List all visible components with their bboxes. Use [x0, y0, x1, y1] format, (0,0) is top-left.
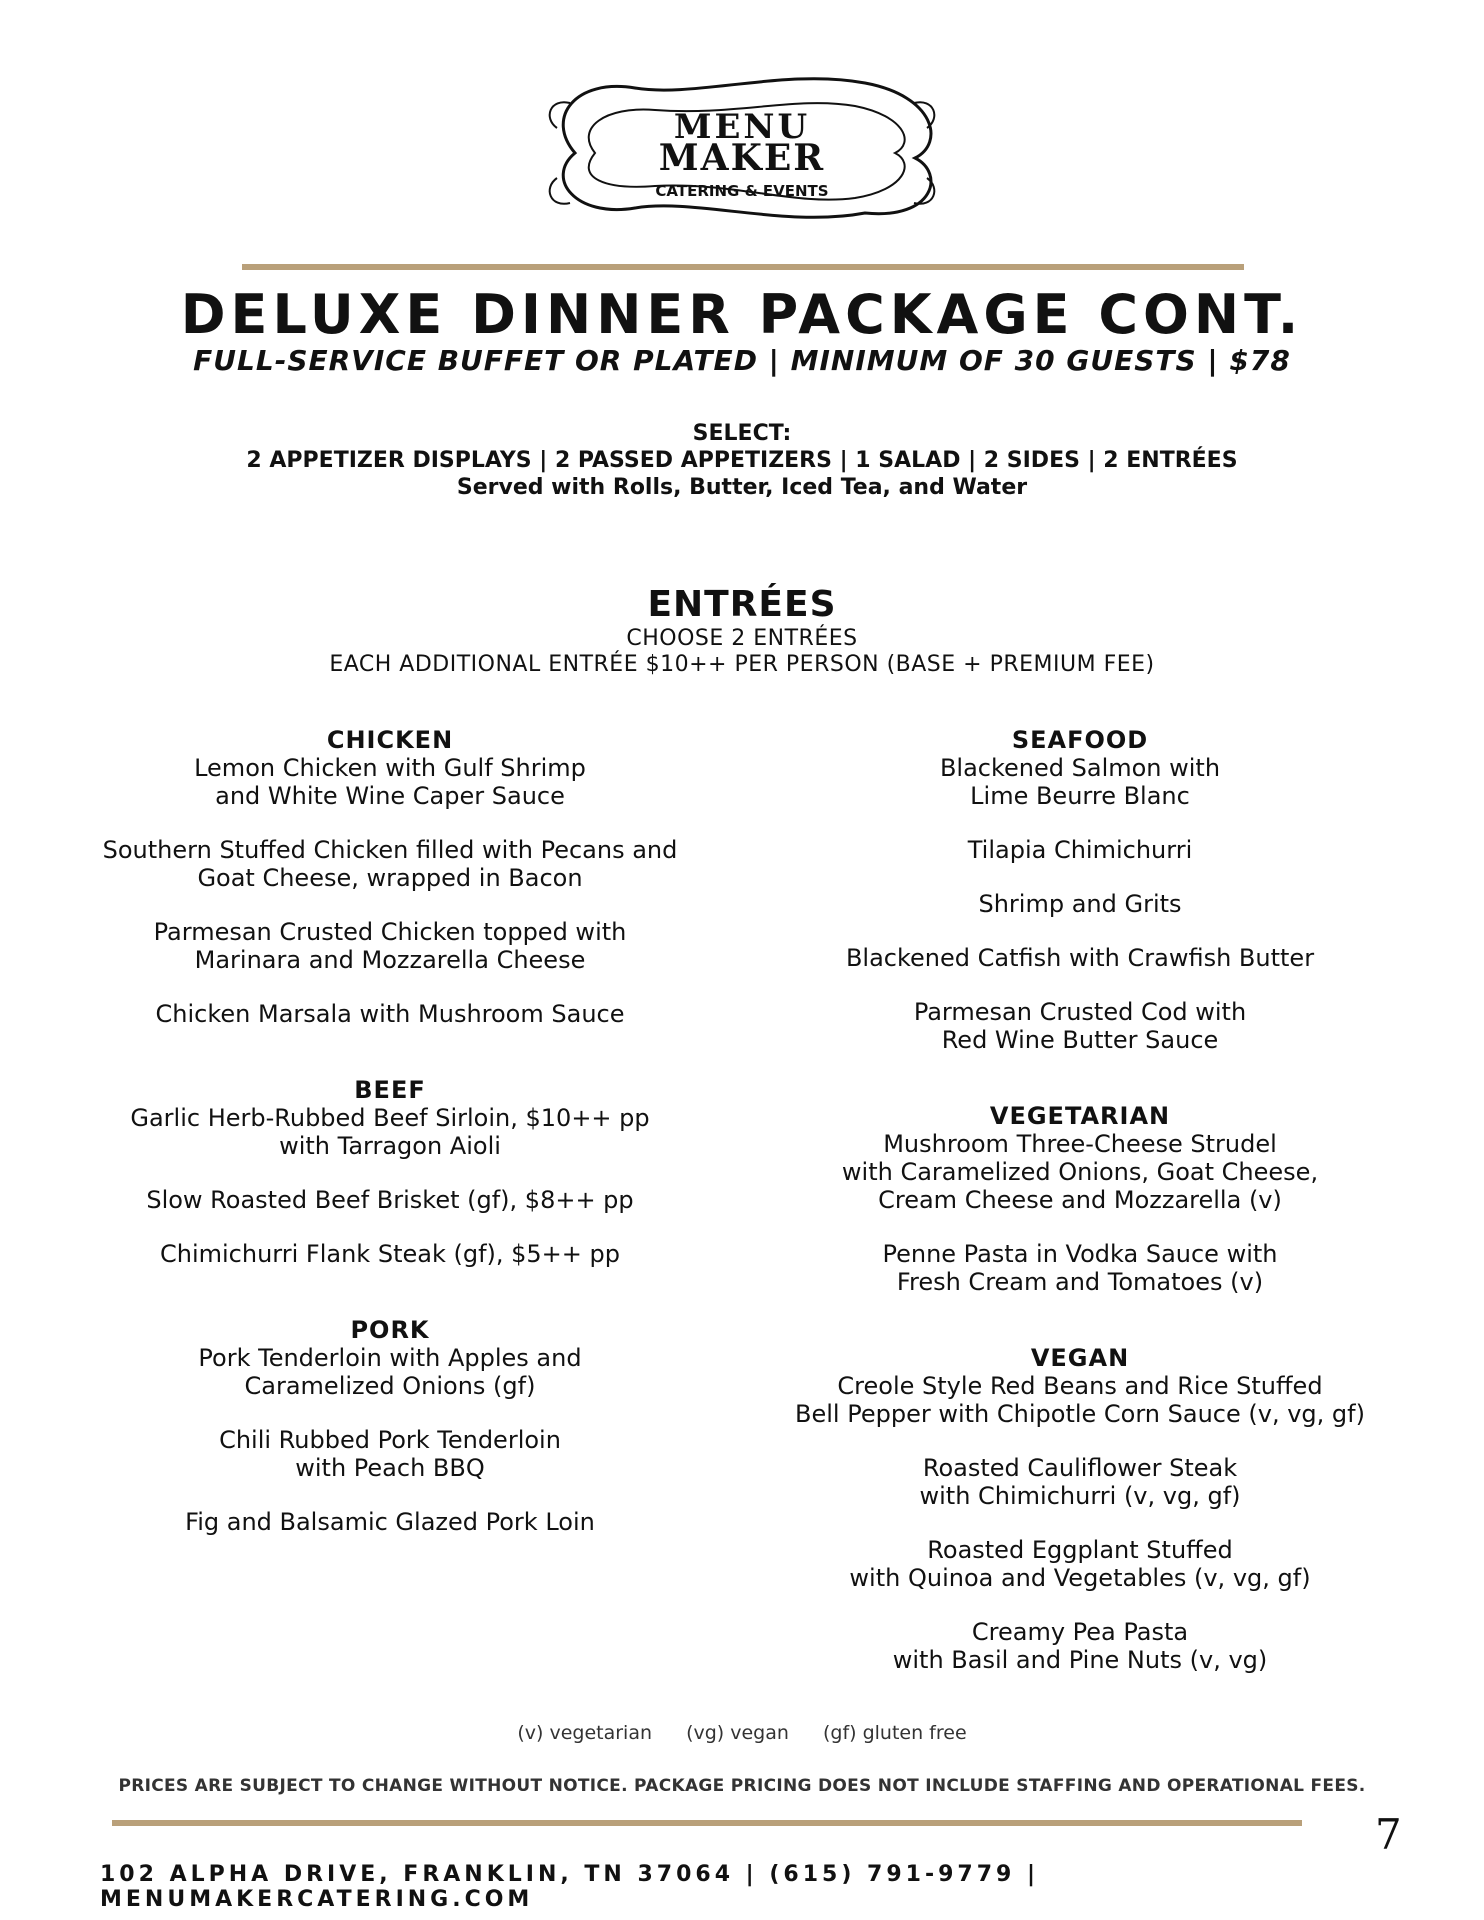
menu-item-line: with Caramelized Onions, Goat Cheese,: [841, 1158, 1319, 1186]
choose-entrees: CHOOSE 2 ENTRÉES: [626, 626, 858, 651]
menu-item-line: with Basil and Pine Nuts (v, vg): [892, 1646, 1268, 1674]
menu-item: [760, 890, 1400, 918]
page-title: DELUXE DINNER PACKAGE CONT.: [180, 283, 1304, 346]
menu-item-line: with Quinoa and Vegetables (v, vg, gf): [849, 1564, 1311, 1592]
select-choices: 2 APPETIZER DISPLAYS | 2 PASSED APPETIZERS | 1 SALAD | 2 SIDES | 2 ENTRÉES: [246, 448, 1238, 473]
right-menu-column: [760, 726, 1400, 1700]
menu-item-line: Tilapia Chimichurri: [967, 836, 1193, 864]
menu-item-line: Creole Style Red Beans and Rice Stuffed: [837, 1372, 1323, 1400]
menu-item: [60, 1508, 720, 1536]
legend-vegetarian: (v) vegetarian: [517, 1722, 653, 1744]
menu-item-line: Caramelized Onions (gf): [244, 1372, 536, 1400]
entrees-note: [0, 626, 1484, 678]
menu-item-line: Penne Pasta in Vodka Sauce with: [882, 1240, 1278, 1268]
menu-item-line: Cream Cheese and Mozzarella (v): [878, 1186, 1282, 1214]
menu-item-line: Parmesan Crusted Chicken topped with: [153, 918, 627, 946]
menu-item-line: Red Wine Butter Sauce: [941, 1026, 1219, 1054]
dietary-legend: [0, 1722, 1484, 1744]
menu-item-line: Pork Tenderloin with Apples and: [198, 1344, 582, 1372]
menu-item: [760, 1372, 1400, 1428]
menu-item-line: Goat Cheese, wrapped in Bacon: [197, 864, 583, 892]
menu-item: [60, 1186, 720, 1214]
select-label: SELECT:: [692, 421, 792, 446]
entrees-heading: ENTRÉES: [647, 584, 837, 625]
category-heading: VEGAN: [1030, 1344, 1130, 1372]
menu-item-line: Lemon Chicken with Gulf Shrimp: [194, 754, 586, 782]
category-heading: VEGETARIAN: [989, 1102, 1171, 1130]
menu-item-line: Chicken Marsala with Mushroom Sauce: [155, 1000, 625, 1028]
menu-item: [60, 754, 720, 810]
menu-item-line: Fresh Cream and Tomatoes (v): [896, 1268, 1264, 1296]
menu-item-line: Parmesan Crusted Cod with: [913, 998, 1247, 1026]
top-divider: [242, 264, 1244, 270]
category-heading: SEAFOOD: [1011, 726, 1149, 754]
menu-item-line: with Tarragon Aioli: [279, 1132, 501, 1160]
menu-maker-logo: [535, 58, 949, 238]
menu-item: [60, 1104, 720, 1160]
page-number: 7: [1375, 1810, 1402, 1859]
category-heading: BEEF: [354, 1076, 426, 1104]
menu-item-line: Creamy Pea Pasta: [971, 1618, 1189, 1646]
menu-item: [760, 1618, 1400, 1674]
menu-item: [760, 998, 1400, 1054]
menu-item: [760, 836, 1400, 864]
additional-entree-fee: EACH ADDITIONAL ENTRÉE $10++ PER PERSON (BASE + PREMIUM FEE): [329, 652, 1155, 677]
menu-item: [60, 1426, 720, 1482]
pricing-disclaimer: PRICES ARE SUBJECT TO CHANGE WITHOUT NOTICE. PACKAGE PRICING DOES NOT INCLUDE STAFFING AND OPERATIONAL FEES.: [118, 1776, 1366, 1796]
logo-line2: MAKER: [658, 137, 826, 179]
menu-item-line: Marinara and Mozzarella Cheese: [194, 946, 586, 974]
menu-item: [760, 1536, 1400, 1592]
menu-item: [760, 1454, 1400, 1510]
select-block: [0, 420, 1484, 501]
logo-line1: MENU: [673, 107, 811, 147]
package-subtitle: FULL-SERVICE BUFFET OR PLATED | MINIMUM OF 30 GUESTS | $78: [193, 344, 1291, 377]
left-menu-column: [60, 726, 720, 1562]
menu-item: [760, 1240, 1400, 1296]
menu-item-line: Southern Stuffed Chicken filled with Pecans and: [102, 836, 678, 864]
menu-item-line: Mushroom Three-Cheese Strudel: [883, 1130, 1277, 1158]
footer-contact: 102 ALPHA DRIVE, FRANKLIN, TN 37064 | (615) 791-9779 | MENUMAKERCATERING.COM: [100, 1862, 1040, 1912]
menu-item-line: Fig and Balsamic Glazed Pork Loin: [185, 1508, 595, 1536]
menu-item-line: Shrimp and Grits: [978, 890, 1182, 918]
menu-item-line: Lime Beurre Blanc: [970, 782, 1190, 810]
menu-item: [60, 1000, 720, 1028]
menu-item: [760, 944, 1400, 972]
logo-line3: CATERING & EVENTS: [655, 182, 829, 200]
legend-vegan: (vg) vegan: [686, 1722, 789, 1744]
menu-item-line: Chili Rubbed Pork Tenderloin: [219, 1426, 561, 1454]
menu-item-line: with Chimichurri (v, vg, gf): [919, 1482, 1241, 1510]
menu-item-line: Roasted Eggplant Stuffed: [927, 1536, 1233, 1564]
menu-item-line: Blackened Salmon with: [939, 754, 1221, 782]
menu-item-line: with Peach BBQ: [295, 1454, 485, 1482]
menu-item-line: Chimichurri Flank Steak (gf), $5++ pp: [160, 1240, 620, 1268]
legend-gluten-free: (gf) gluten free: [822, 1722, 967, 1744]
menu-item-line: Garlic Herb-Rubbed Beef Sirloin, $10++ pp: [130, 1104, 650, 1132]
menu-item-line: Slow Roasted Beef Brisket (gf), $8++ pp: [146, 1186, 634, 1214]
category-heading: PORK: [350, 1316, 430, 1344]
menu-item: [60, 1344, 720, 1400]
menu-item-line: Blackened Catfish with Crawfish Butter: [845, 944, 1315, 972]
menu-item: [760, 754, 1400, 810]
category-heading: CHICKEN: [326, 726, 454, 754]
menu-item: [60, 1240, 720, 1268]
menu-item-line: Roasted Cauliflower Steak: [922, 1454, 1238, 1482]
menu-item-line: Bell Pepper with Chipotle Corn Sauce (v, vg, gf): [795, 1400, 1365, 1428]
menu-item-line: and White Wine Caper Sauce: [215, 782, 565, 810]
menu-item: [60, 918, 720, 974]
bottom-divider: [112, 1820, 1302, 1826]
menu-item: [760, 1130, 1400, 1214]
menu-item: [60, 836, 720, 892]
served-with: Served with Rolls, Butter, Iced Tea, and Water: [456, 475, 1028, 500]
